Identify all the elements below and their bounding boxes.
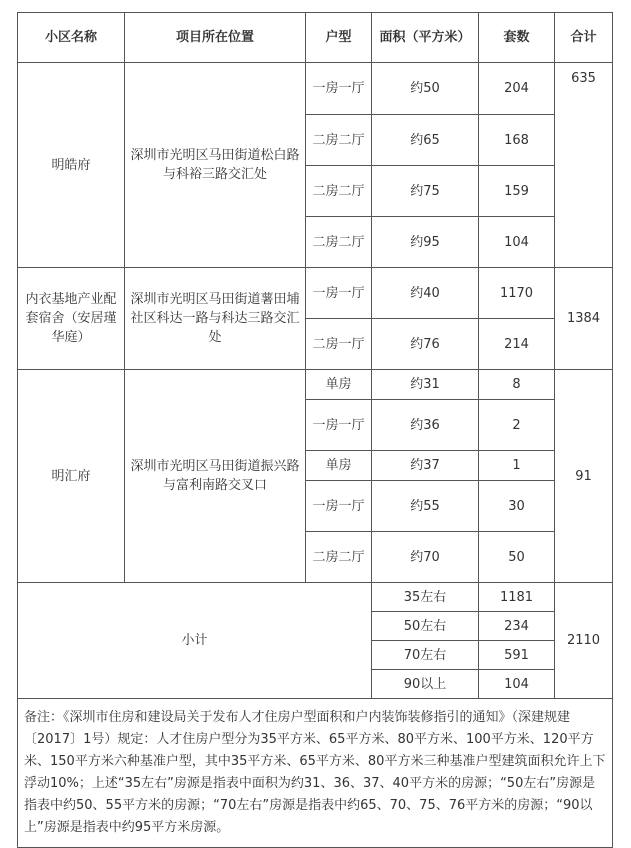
unit-area: 约36 (372, 400, 479, 451)
community-name: 明汇府 (18, 370, 125, 583)
subtotal-area: 70左右 (372, 641, 479, 670)
note-row (18, 699, 613, 848)
table-row (18, 63, 613, 115)
unit-count: 214 (479, 319, 555, 370)
subtotal-area: 90以上 (372, 670, 479, 699)
header-unit-type: 户型 (306, 13, 372, 63)
group-total: 635 (555, 63, 613, 268)
note-text: 备注：《深圳市住房和建设局关于发布人才住房户型面积和户内装饰装修指引的通知》（深建规建〔2017〕1号）规定：人才住房户型分为35平方米、65平方米、80平方米、100平方米、120平方米、150平方米六种基准户型，其中35平方米、65平方米、80平方米三种基准户型建筑面积允许上下浮动10%；上述“35左右”房源是指表中面积为约31、36、37、40平方米的房源；“50左右”房源是指表中约50、55平方米的房源；“70左右”房源是指表中约65、70、75、76平方米的房源；“90以上”房源是指表中约95平方米房源。 (18, 699, 613, 848)
unit-area: 约95 (372, 217, 479, 268)
unit-count: 204 (479, 63, 555, 115)
unit-type: 一房一厅 (306, 400, 372, 451)
unit-type: 二房二厅 (306, 166, 372, 217)
group-total: 91 (555, 370, 613, 583)
unit-count: 30 (479, 481, 555, 532)
unit-area: 约70 (372, 532, 479, 583)
unit-area: 约55 (372, 481, 479, 532)
unit-type: 一房一厅 (306, 63, 372, 115)
unit-count: 2 (479, 400, 555, 451)
subtotal-label: 小计 (18, 583, 372, 699)
unit-type: 二房二厅 (306, 115, 372, 166)
header-total: 合计 (555, 13, 613, 63)
unit-area: 约75 (372, 166, 479, 217)
unit-type: 二房二厅 (306, 217, 372, 268)
unit-area: 约76 (372, 319, 479, 370)
unit-area: 约50 (372, 63, 479, 115)
unit-type: 单房 (306, 370, 372, 400)
unit-count: 1170 (479, 268, 555, 319)
header-community-name: 小区名称 (18, 13, 125, 63)
unit-area: 约40 (372, 268, 479, 319)
unit-count: 50 (479, 532, 555, 583)
subtotal-area: 35左右 (372, 583, 479, 612)
project-location: 深圳市光明区马田街道薯田埔社区科达一路与科达三路交汇处 (125, 268, 306, 370)
header-location: 项目所在位置 (125, 13, 306, 63)
community-name: 内衣基地产业配套宿舍（安居瑾华庭） (18, 268, 125, 370)
group-total: 1384 (555, 268, 613, 370)
unit-count: 104 (479, 217, 555, 268)
unit-count: 1 (479, 451, 555, 481)
unit-count: 159 (479, 166, 555, 217)
unit-type: 单房 (306, 451, 372, 481)
subtotal-count: 1181 (479, 583, 555, 612)
unit-type: 二房一厅 (306, 319, 372, 370)
table-row (18, 268, 613, 319)
subtotal-count: 591 (479, 641, 555, 670)
unit-count: 168 (479, 115, 555, 166)
subtotal-total: 2110 (555, 583, 613, 699)
subtotal-count: 234 (479, 612, 555, 641)
community-name: 明皓府 (18, 63, 125, 268)
unit-count: 8 (479, 370, 555, 400)
unit-type: 一房一厅 (306, 481, 372, 532)
project-location: 深圳市光明区马田街道振兴路与富利南路交叉口 (125, 370, 306, 583)
unit-type: 二房二厅 (306, 532, 372, 583)
unit-area: 约37 (372, 451, 479, 481)
subtotal-count: 104 (479, 670, 555, 699)
unit-type: 一房一厅 (306, 268, 372, 319)
unit-area: 约31 (372, 370, 479, 400)
header-area: 面积（平方米） (372, 13, 479, 63)
housing-table (17, 12, 613, 848)
unit-area: 约65 (372, 115, 479, 166)
subtotal-row (18, 583, 613, 612)
header-count: 套数 (479, 13, 555, 63)
project-location: 深圳市光明区马田街道松白路与科裕三路交汇处 (125, 63, 306, 268)
header-row (18, 13, 613, 63)
table-row (18, 370, 613, 400)
subtotal-area: 50左右 (372, 612, 479, 641)
